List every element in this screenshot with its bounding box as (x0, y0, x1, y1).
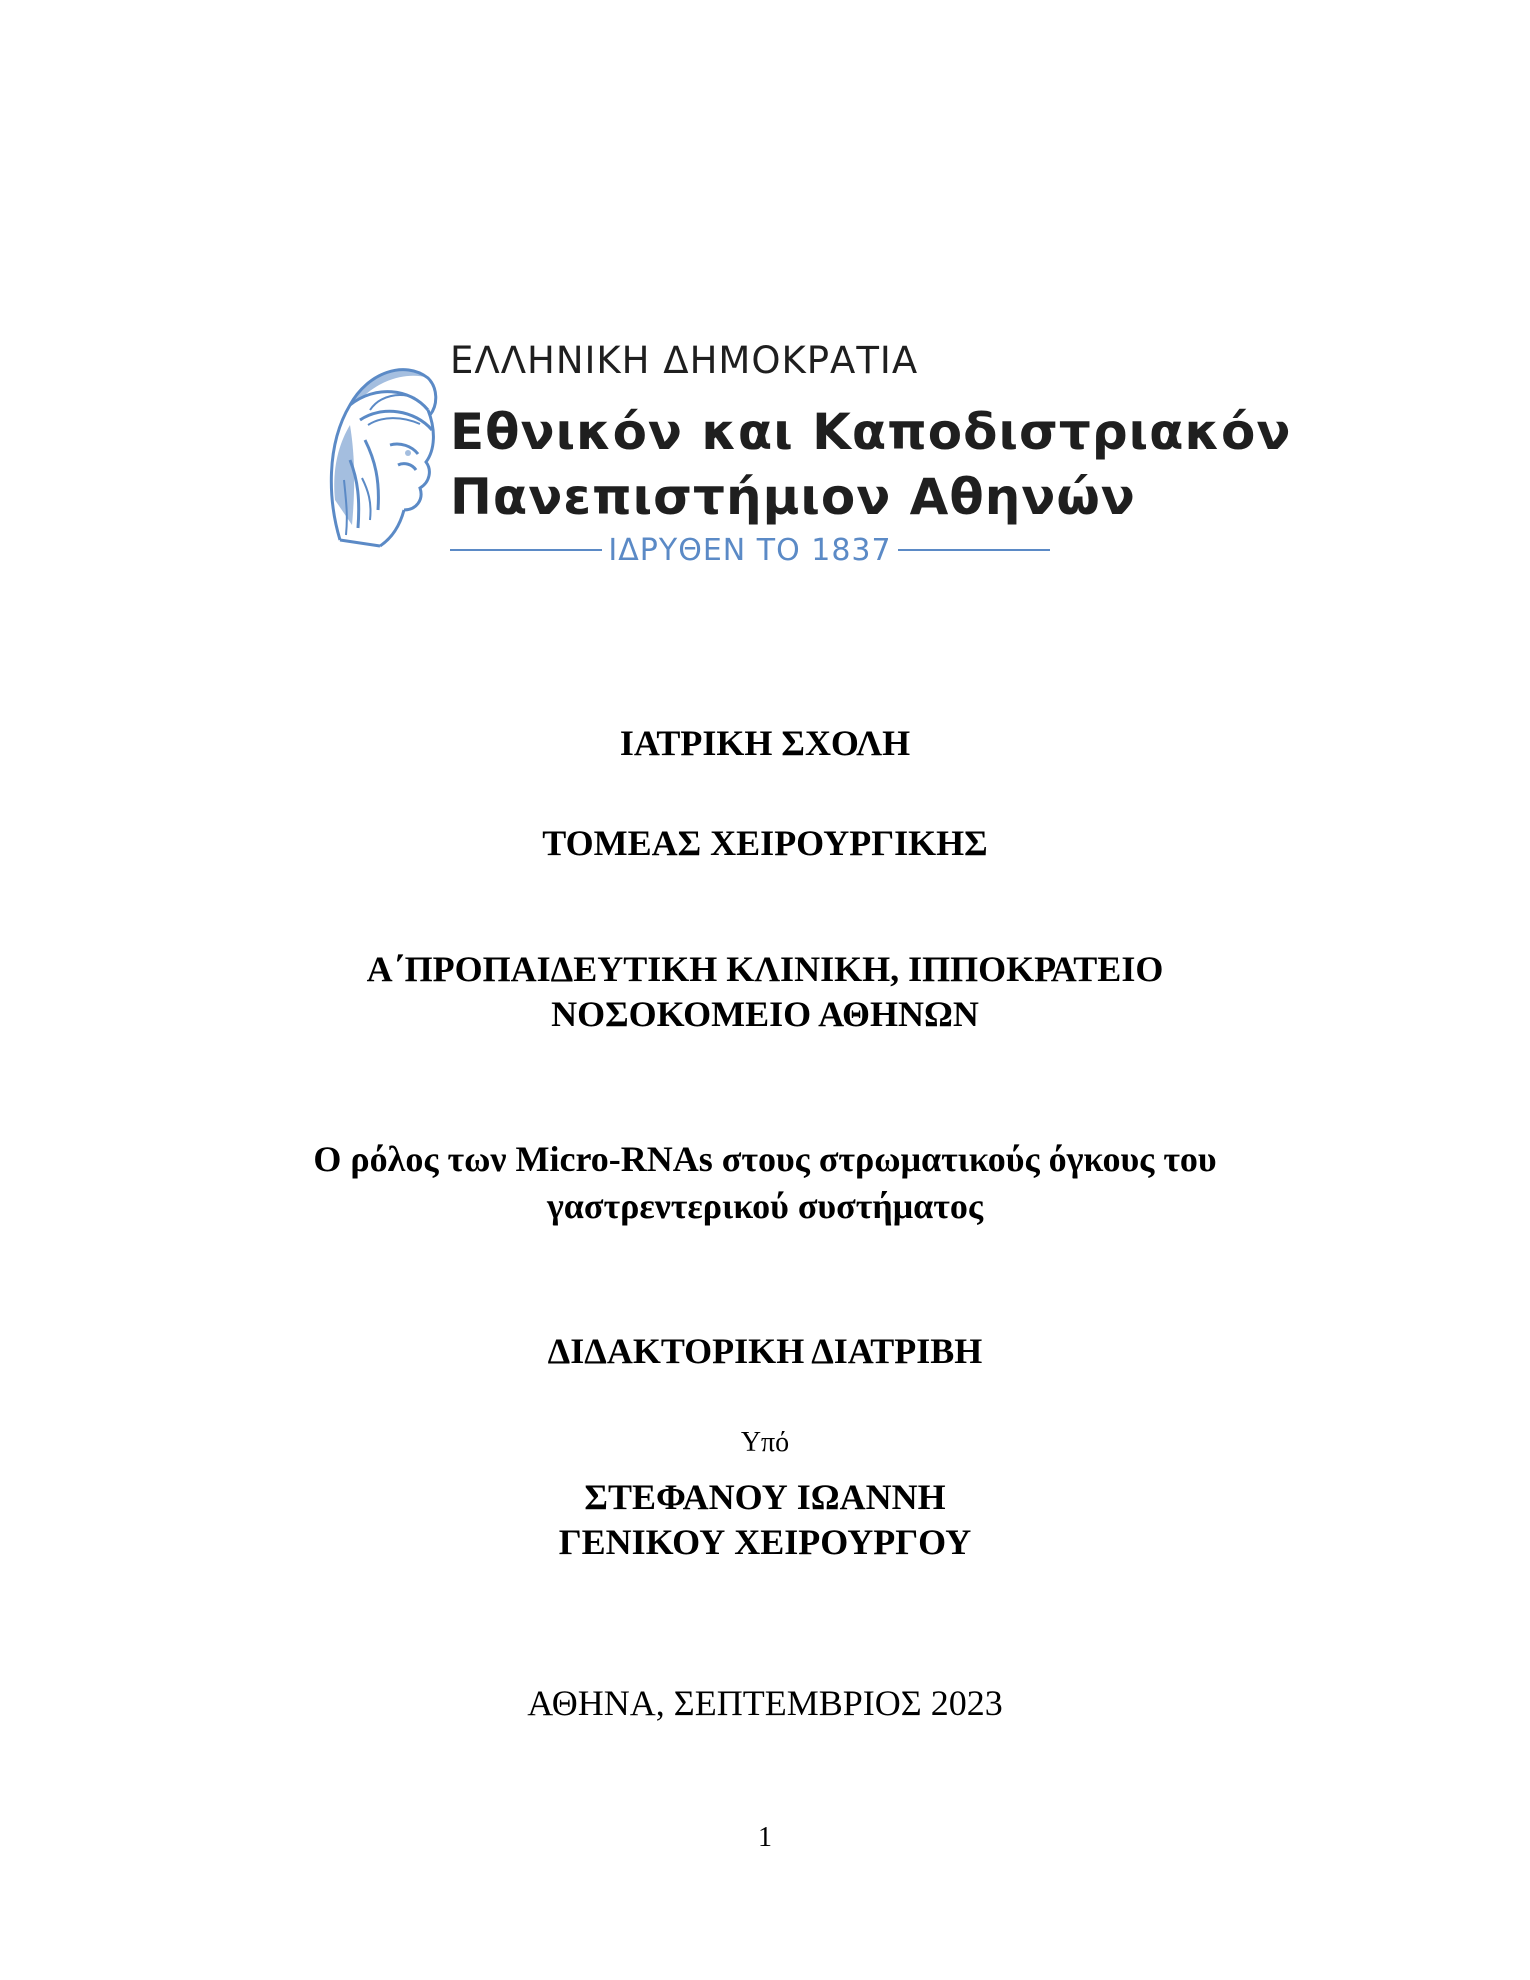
author-name: ΣΤΕΦΑΝΟΥ ΙΩΑΝΝΗ (584, 1477, 946, 1517)
department-heading: ΤΟΜΕΑΣ ΧΕΙΡΟΥΡΓΙΚΗΣ (542, 823, 988, 863)
author-title: ΓΕΝΙΚΟΥ ΧΕΙΡΟΥΡΓΟΥ (558, 1522, 972, 1562)
school-heading: ΙΑΤΡΙΚΗ ΣΧΟΛΗ (619, 723, 911, 763)
logo-text (450, 335, 1292, 575)
thesis-title-line2: γαστρεντερικού συστήματος (546, 1186, 984, 1226)
by-label: Υπό (740, 1427, 790, 1458)
clinic-heading-line1: Α΄ΠΡΟΠΑΙΔΕΥΤΙΚΗ ΚΛΙΝΙΚΗ, ΙΠΠΟΚΡΑΤΕΙΟ (366, 949, 1164, 989)
athena-head-emblem-icon (320, 350, 445, 550)
logo-rule-left (450, 549, 602, 551)
thesis-type-heading: ΔΙΔΑΚΤΟΡΙΚΗ ΔΙΑΤΡΙΒΗ (547, 1331, 983, 1371)
clinic-heading-line2: ΝΟΣΟΚΟΜΕΙΟ ΑΘΗΝΩΝ (551, 994, 979, 1034)
logo-founded-line (450, 530, 1050, 570)
logo-founded-text: ΙΔΡΥΘΕΝ ΤΟ 1837 (608, 532, 892, 568)
logo-university-name-line2: Πανεπιστήμιον Αθηνών (450, 468, 1136, 526)
logo-university-name-line1: Εθνικόν και Καποδιστριακόν (450, 403, 1292, 461)
place-date: ΑΘΗΝΑ, ΣΕΠΤΕΜΒΡΙΟΣ 2023 (527, 1683, 1003, 1723)
thesis-title-line1: Ο ρόλος των Micro-RNAs στους στρωματικούς όγκους του (313, 1139, 1217, 1179)
university-logo (320, 335, 1292, 575)
logo-republic-text: ΕΛΛΗΝΙΚΗ ΔΗΜΟΚΡΑΤΙΑ (450, 339, 919, 382)
logo-rule-right (898, 549, 1050, 551)
page-number: 1 (758, 1822, 772, 1853)
